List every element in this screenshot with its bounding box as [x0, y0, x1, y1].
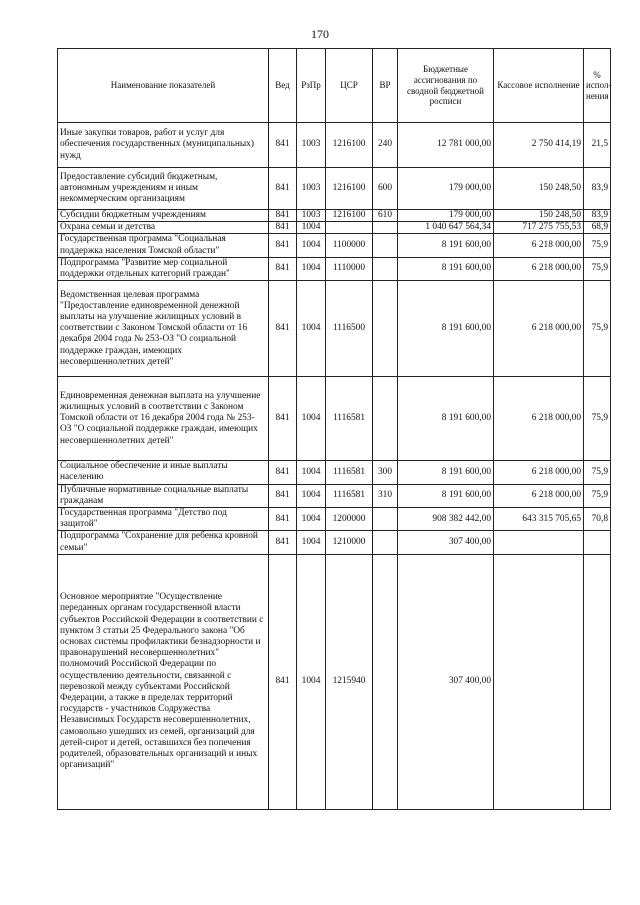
cell-cash: 643 315 705,65	[494, 508, 584, 531]
header-cash: Кассовое исполнение	[494, 49, 584, 123]
cell-budget: 179 000,00	[398, 168, 494, 210]
table-row	[58, 210, 611, 222]
cell-pct: 75,9	[584, 234, 611, 257]
cell-rzpr: 1004	[297, 377, 326, 461]
cell-csr	[326, 222, 373, 234]
cell-pct: 21,5	[584, 123, 611, 168]
cell-pct	[584, 554, 611, 809]
cell-csr: 1116581	[326, 484, 373, 507]
cell-rzpr: 1004	[297, 257, 326, 280]
table-row	[58, 461, 611, 484]
cell-ved: 841	[269, 531, 297, 554]
header-budget: Бюджетные ассигнования по сводной бюджетной росписи	[398, 49, 494, 123]
cell-pct: 70,8	[584, 508, 611, 531]
cell-rzpr: 1004	[297, 222, 326, 234]
cell-rzpr: 1003	[297, 210, 326, 222]
cell-name: Иные закупки товаров, работ и услуг для обеспечения государственных (муниципальных) нужд	[58, 123, 269, 168]
cell-csr: 1110000	[326, 257, 373, 280]
cell-ved: 841	[269, 168, 297, 210]
cell-vr	[373, 554, 398, 809]
cell-cash: 6 218 000,00	[494, 257, 584, 280]
table-row	[58, 234, 611, 257]
cell-rzpr: 1004	[297, 484, 326, 507]
header-pct: % испол-нения	[584, 49, 611, 123]
cell-ved: 841	[269, 123, 297, 168]
cell-pct: 83,9	[584, 168, 611, 210]
cell-rzpr: 1003	[297, 168, 326, 210]
header-name: Наименование показателей	[58, 49, 269, 123]
cell-pct: 75,9	[584, 461, 611, 484]
cell-csr: 1100000	[326, 234, 373, 257]
cell-csr: 1215940	[326, 554, 373, 809]
cell-cash: 6 218 000,00	[494, 281, 584, 377]
cell-vr	[373, 377, 398, 461]
cell-pct: 75,9	[584, 377, 611, 461]
cell-pct: 68,9	[584, 222, 611, 234]
cell-csr: 1116581	[326, 377, 373, 461]
table-row	[58, 554, 611, 809]
cell-ved: 841	[269, 257, 297, 280]
cell-budget: 8 191 600,00	[398, 281, 494, 377]
table-row	[58, 484, 611, 507]
table-row	[58, 377, 611, 461]
table-body	[58, 123, 611, 810]
header-vr: ВР	[373, 49, 398, 123]
cell-ved: 841	[269, 461, 297, 484]
cell-ved: 841	[269, 281, 297, 377]
table-row	[58, 508, 611, 531]
cell-pct: 75,9	[584, 484, 611, 507]
table-row	[58, 123, 611, 168]
table-row	[58, 168, 611, 210]
cell-rzpr: 1004	[297, 554, 326, 809]
cell-pct: 83,9	[584, 210, 611, 222]
cell-ved: 841	[269, 554, 297, 809]
cell-budget: 8 191 600,00	[398, 234, 494, 257]
cell-cash: 6 218 000,00	[494, 377, 584, 461]
cell-name: Ведомственная целевая программа "Предоставление единовременной денежной выплаты на улучшение жилищных условий в соответствии с Законом Томской области от 16 декабря 2004 года № 253-ОЗ "О социальной поддержке граждан, имеющих несовершеннолетних детей"	[58, 281, 269, 377]
cell-budget: 307 400,00	[398, 531, 494, 554]
cell-rzpr: 1004	[297, 281, 326, 377]
cell-budget: 8 191 600,00	[398, 257, 494, 280]
cell-vr: 300	[373, 461, 398, 484]
cell-csr: 1200000	[326, 508, 373, 531]
cell-cash: 6 218 000,00	[494, 461, 584, 484]
cell-budget: 307 400,00	[398, 554, 494, 809]
cell-ved: 841	[269, 234, 297, 257]
cell-vr	[373, 508, 398, 531]
header-ved: Вед	[269, 49, 297, 123]
cell-name: Единовременная денежная выплата на улучшение жилищных условий в соответствии с Законом Томской области от 16 декабря 2004 года № 253-ОЗ "О социальной поддержке граждан, имеющих несовершеннолетних детей"	[58, 377, 269, 461]
cell-csr: 1116581	[326, 461, 373, 484]
cell-budget: 1 040 647 564,34	[398, 222, 494, 234]
cell-rzpr: 1004	[297, 531, 326, 554]
cell-name: Подпрограмма "Сохранение для ребенка кровной семьи"	[58, 531, 269, 554]
cell-name: Государственная программа "Социальная поддержка населения Томской области"	[58, 234, 269, 257]
cell-vr: 310	[373, 484, 398, 507]
cell-name: Публичные нормативные социальные выплаты гражданам	[58, 484, 269, 507]
cell-ved: 841	[269, 210, 297, 222]
header-csr: ЦСР	[326, 49, 373, 123]
cell-vr: 240	[373, 123, 398, 168]
cell-vr: 610	[373, 210, 398, 222]
cell-cash: 150 248,50	[494, 168, 584, 210]
cell-budget: 8 191 600,00	[398, 461, 494, 484]
budget-table	[57, 48, 611, 810]
cell-vr	[373, 234, 398, 257]
cell-cash	[494, 531, 584, 554]
cell-budget: 8 191 600,00	[398, 377, 494, 461]
cell-vr	[373, 281, 398, 377]
cell-cash: 717 275 755,53	[494, 222, 584, 234]
cell-vr	[373, 257, 398, 280]
cell-pct: 75,9	[584, 281, 611, 377]
table-row	[58, 531, 611, 554]
cell-rzpr: 1004	[297, 508, 326, 531]
cell-ved: 841	[269, 222, 297, 234]
cell-ved: 841	[269, 484, 297, 507]
table-row	[58, 222, 611, 234]
cell-budget: 8 191 600,00	[398, 484, 494, 507]
cell-csr: 1210000	[326, 531, 373, 554]
header-rzpr: РзПр	[297, 49, 326, 123]
cell-name: Государственная программа "Детство под защитой"	[58, 508, 269, 531]
cell-budget: 908 382 442,00	[398, 508, 494, 531]
cell-cash	[494, 554, 584, 809]
cell-name: Основное мероприятие "Осуществление переданных органам государственной власти субъектов Российской Федерации в соответствии с пунктом 3 статьи 25 Федерального закона "Об основах системы профилактики безнадзорности и правонарушений несовершеннолетних" полномочий Российской Федерации по осуществлению деятельности, связанной с перевозкой между субъектами Российской Федерации, а также в пределах территорий государств - участников Содружества Независимых Государств несовершеннолетних, самовольно ушедших из семей, организаций для детей-сирот и детей, оставшихся без попечения родителей, образовательных организаций и иных организаций"	[58, 554, 269, 809]
cell-vr	[373, 222, 398, 234]
cell-name: Субсидии бюджетным учреждениям	[58, 210, 269, 222]
cell-budget: 12 781 000,00	[398, 123, 494, 168]
cell-name: Предоставление субсидий бюджетным, автономным учреждениям и иным некоммерческим организациям	[58, 168, 269, 210]
cell-cash: 2 750 414,19	[494, 123, 584, 168]
table-row	[58, 257, 611, 280]
cell-csr: 1216100	[326, 210, 373, 222]
cell-rzpr: 1003	[297, 123, 326, 168]
cell-ved: 841	[269, 508, 297, 531]
cell-name: Охрана семьи и детства	[58, 222, 269, 234]
cell-cash: 6 218 000,00	[494, 484, 584, 507]
cell-csr: 1216100	[326, 168, 373, 210]
cell-csr: 1116500	[326, 281, 373, 377]
cell-name: Подпрограмма "Развитие мер социальной поддержки отдельных категорий граждан"	[58, 257, 269, 280]
cell-ved: 841	[269, 377, 297, 461]
table-row	[58, 281, 611, 377]
cell-csr: 1216100	[326, 123, 373, 168]
cell-budget: 179 000,00	[398, 210, 494, 222]
cell-rzpr: 1004	[297, 461, 326, 484]
page-number: 170	[311, 27, 329, 41]
cell-rzpr: 1004	[297, 234, 326, 257]
cell-cash: 150 248,50	[494, 210, 584, 222]
cell-pct	[584, 531, 611, 554]
cell-pct: 75,9	[584, 257, 611, 280]
cell-name: Социальное обеспечение и иные выплаты населению	[58, 461, 269, 484]
header-row	[58, 49, 611, 123]
cell-vr: 600	[373, 168, 398, 210]
cell-cash: 6 218 000,00	[494, 234, 584, 257]
cell-vr	[373, 531, 398, 554]
